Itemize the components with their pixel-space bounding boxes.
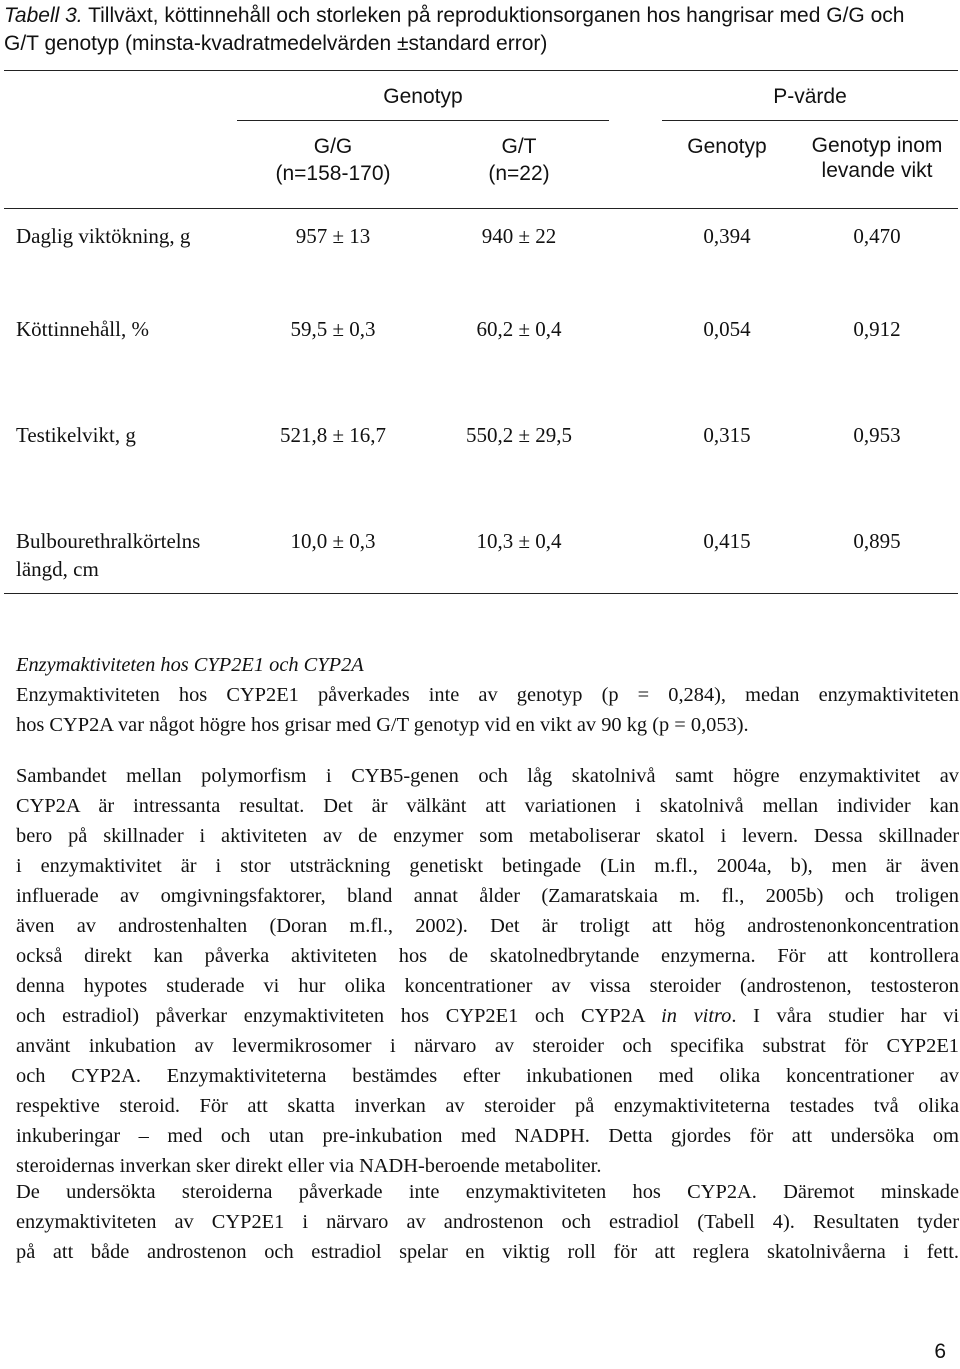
- cell-testis-weight-p1: 0,315: [703, 423, 751, 447]
- genotyp-group-rule: [237, 120, 609, 121]
- column-header-gg-label: G/G: [313, 135, 353, 158]
- genotyp-group-header: Genotyp: [383, 85, 463, 108]
- section-heading: Enzymaktiviteten hos CYP2E1 och CYP2A: [16, 654, 364, 676]
- cell-bulbourethral-p1: 0,415: [703, 529, 751, 553]
- paragraph-1-line: Enzymaktiviteten hos CYP2E1 påverkades inte av genotyp (p = 0,284), medan enzymaktiviteten: [16, 684, 959, 706]
- in-vitro-italic: in vitro: [661, 1005, 732, 1027]
- paragraph-2-line-9-tail: . I våra studier har vi: [731, 1005, 959, 1027]
- table-header-rule: [4, 208, 958, 209]
- cell-meat-content-gt: 60,2 ± 0,4: [476, 317, 562, 341]
- cell-daily-gain-p2: 0,470: [853, 224, 901, 248]
- column-header-p-genotyp: Genotyp: [687, 135, 767, 158]
- paragraph-3-line: De undersökta steroiderna påverkade inte enzymaktiviteten hos CYP2A. Däremot minskade: [16, 1181, 959, 1203]
- row-label-bulbourethral-line2: längd, cm: [16, 557, 99, 581]
- p-value-group-header: P-värde: [773, 85, 847, 108]
- paragraph-2-line: använt inkubation av levermikrosomer i närvaro av steroider och specifika substrat för CYP2E1: [16, 1035, 959, 1057]
- cell-bulbourethral-p2: 0,895: [853, 529, 901, 553]
- paragraph-2: [16, 761, 959, 1181]
- cell-daily-gain-gg: 957 ± 13: [295, 224, 371, 248]
- paragraph-2-line: steroidernas inverkan sker direkt eller via NADH-beroende metaboliter.: [16, 1155, 602, 1177]
- paragraph-3-line: på att både androstenon och estradiol spelar en viktig roll för att reglera skatolnivåerna i fett.: [16, 1241, 959, 1263]
- cell-bulbourethral-gt: 10,3 ± 0,4: [476, 529, 562, 553]
- table-label: Tabell 3.: [4, 4, 83, 27]
- paragraph-2-line: också direkt kan påverka aktiviteten hos de skatolnedbrytande enzymerna. För att kontrollera: [16, 945, 959, 967]
- row-label-meat-content: Köttinnehåll, %: [16, 317, 149, 341]
- cell-meat-content-gg: 59,5 ± 0,3: [290, 317, 376, 341]
- cell-meat-content-p2: 0,912: [853, 317, 901, 341]
- paragraph-3: [16, 1177, 959, 1267]
- table-caption: [4, 2, 944, 58]
- table-bottom-rule: [4, 593, 958, 594]
- cell-meat-content-p1: 0,054: [703, 317, 751, 341]
- cell-daily-gain-p1: 0,394: [703, 224, 751, 248]
- cell-testis-weight-p2: 0,953: [853, 423, 901, 447]
- cell-testis-weight-gg: 521,8 ± 16,7: [279, 423, 387, 447]
- paragraph-3-line: enzymaktiviteten av CYP2E1 i närvaro av androstenon och estradiol (Tabell 4). Resultaten tyder: [16, 1211, 959, 1233]
- column-header-gt: [444, 133, 594, 187]
- column-header-p-inom-line1: Genotyp inom: [811, 134, 943, 157]
- cell-testis-weight-gt: 550,2 ± 29,5: [465, 423, 573, 447]
- paragraph-2-line: bero på skillnader i aktiviteten av de enzymer som metaboliserar skatol i levern. Dessa skillnader: [16, 825, 959, 847]
- cell-bulbourethral-gg: 10,0 ± 0,3: [290, 529, 376, 553]
- paragraph-2-line: Sambandet mellan polymorfism i CYB5-genen och låg skatolnivå samt högre enzymaktivitet av: [16, 765, 959, 787]
- column-header-gg-n: (n=158-170): [275, 162, 391, 185]
- paragraph-1-line: hos CYP2A var något högre hos grisar med G/T genotyp vid en vikt av 90 kg (p = 0,053).: [16, 714, 749, 736]
- column-header-gg: [258, 133, 408, 187]
- paragraph-2-line-9-head: och estradiol) påverkar enzymaktiviteten hos CYP2E1 och CYP2A: [16, 1005, 662, 1027]
- column-header-gt-label: G/T: [501, 135, 537, 158]
- row-label-bulbourethral-line1: Bulbourethralkörtelns: [16, 529, 201, 553]
- paragraph-2-line: respektive steroid. För att skatta inverkan av steroider på enzymaktiviteterna testades två olika: [16, 1095, 959, 1117]
- table-caption-text: Tillväxt, köttinnehåll och storleken på reproduktionsorganen hos hangrisar med G/G och G/T genotyp (minsta-kvadratmedelvärden ±standard error): [4, 4, 905, 55]
- table-top-rule: [4, 70, 958, 71]
- row-label-testis-weight: Testikelvikt, g: [16, 423, 136, 447]
- section-enzyme-activity: [16, 650, 959, 740]
- paragraph-2-line: även av androstenhalten (Doran m.fl., 2002). Det är troligt att hög androstenonkoncentration: [16, 915, 959, 937]
- paragraph-2-line: influerade av omgivningsfaktorer, bland annat ålder (Zamaratskaia m. fl., 2005b) och troligen: [16, 885, 959, 907]
- row-label-bulbourethral: [16, 527, 200, 583]
- paragraph-2-line: denna hypotes studerade vi hur olika koncentrationer av vissa steroider (androstenon, testosteron: [16, 975, 959, 997]
- page-number: 6: [934, 1340, 946, 1363]
- row-label-daily-gain: Daglig viktökning, g: [16, 224, 191, 248]
- column-header-p-inom-line2: levande vikt: [821, 159, 933, 182]
- column-header-gt-n: (n=22): [488, 162, 550, 185]
- paragraph-2-line: inkuberingar – med och utan pre-inkubation med NADPH. Detta gjordes för att undersöka om: [16, 1125, 959, 1147]
- column-header-p-inom: [796, 133, 958, 183]
- paragraph-2-line: och CYP2A. Enzymaktiviteterna bestämdes efter inkubationen med olika koncentrationer av: [16, 1065, 959, 1087]
- paragraph-2-line: i enzymaktivitet är i stor utsträckning genetiskt betingade (Lin m.fl., 2004a, b), men är även: [16, 855, 959, 877]
- paragraph-2-line-9: [16, 1001, 959, 1031]
- p-value-group-rule: [662, 120, 958, 121]
- paragraph-2-line: CYP2A är intressanta resultat. Det är välkänt att variationen i skatolnivå mellan individer kan: [16, 795, 959, 817]
- cell-daily-gain-gt: 940 ± 22: [481, 224, 557, 248]
